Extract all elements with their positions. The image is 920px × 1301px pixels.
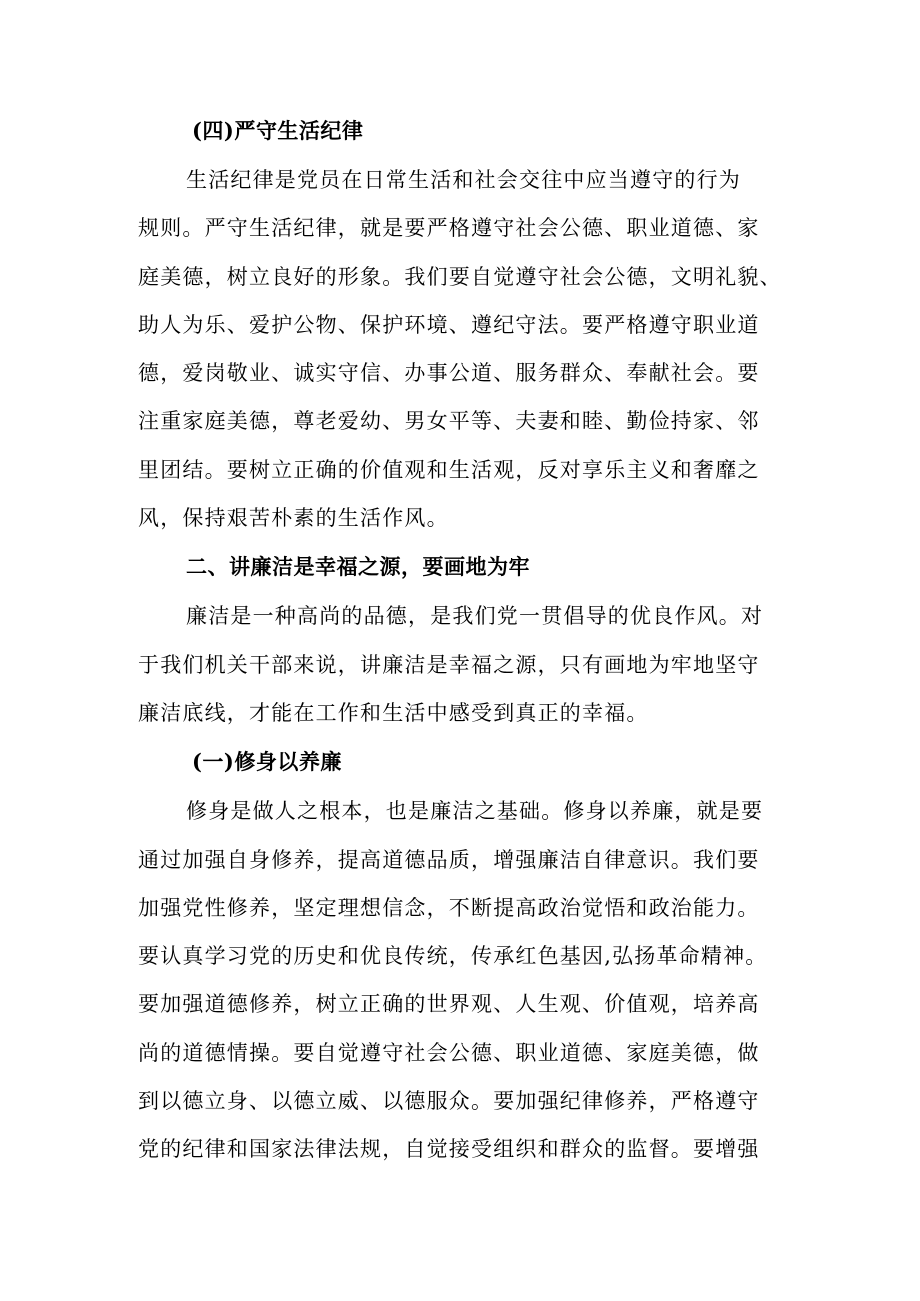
paragraph-line: 规则。严守生活纪律，就是要严格遵守社会公德、职业道德、家 <box>138 216 760 241</box>
section-heading-1: (一)修身以养廉 <box>192 749 342 775</box>
paragraph-line: 庭美德，树立良好的形象。我们要自觉遵守社会公德，文明礼貌、 <box>138 264 782 289</box>
paragraph-line: 于我们机关干部来说，讲廉洁是幸福之源，只有画地为牢地坚守 <box>138 652 760 677</box>
paragraph-line: 风，保持艰苦朴素的生活作风。 <box>138 506 449 531</box>
paragraph-line: 修身是做人之根本，也是廉洁之基础。修身以养廉，就是要 <box>186 799 764 824</box>
paragraph-line: 德，爱岗敬业、诚实守信、办事公道、服务群众、奉献社会。要 <box>138 361 760 386</box>
paragraph-line: 廉洁是一种高尚的品德，是我们党一贯倡导的优良作风。对 <box>186 604 764 629</box>
paragraph-line: 注重家庭美德，尊老爱幼、男女平等、夫妻和睦、勤俭持家、邻 <box>138 409 760 434</box>
paragraph-line: 到以德立身、以德立威、以德服众。要加强纪律修养，严格遵守 <box>138 1089 760 1114</box>
paragraph-line: 加强党性修养，坚定理想信念，不断提高政治觉悟和政治能力。 <box>138 895 760 920</box>
paragraph-line: 要加强道德修养，树立正确的世界观、人生观、价值观，培养高 <box>138 992 760 1017</box>
paragraph-line: 生活纪律是党员在日常生活和社会交往中应当遵守的行为 <box>186 168 741 192</box>
paragraph-line: 要认真学习党的历史和优良传统，传承红色基因,弘扬革命精神。 <box>138 944 768 969</box>
paragraph-line: 里团结。要树立正确的价值观和生活观，反对享乐主义和奢靡之 <box>138 457 760 482</box>
section-heading-4: (四)严守生活纪律 <box>192 118 364 143</box>
paragraph-line: 尚的道德情操。要自觉遵守社会公德、职业道德、家庭美德，做 <box>138 1040 760 1065</box>
paragraph-line: 党的纪律和国家法律法规，自觉接受组织和群众的监督。要增强 <box>138 1137 760 1162</box>
paragraph-self-cultivation <box>138 787 790 1173</box>
paragraph-line: 通过加强自身修养，提高道德品质，增强廉洁自律意识。我们要 <box>138 847 760 872</box>
paragraph-line: 廉洁底线，才能在工作和生活中感受到真正的幸福。 <box>138 700 649 725</box>
paragraph-life-discipline <box>138 156 790 542</box>
document-body <box>138 106 790 1174</box>
part-heading-2: 二、讲廉洁是幸福之源，要画地为牢 <box>186 554 530 580</box>
paragraph-integrity-intro <box>138 592 790 737</box>
paragraph-line: 助人为乐、爱护公物、保护环境、遵纪守法。要严格遵守职业道 <box>138 312 760 337</box>
